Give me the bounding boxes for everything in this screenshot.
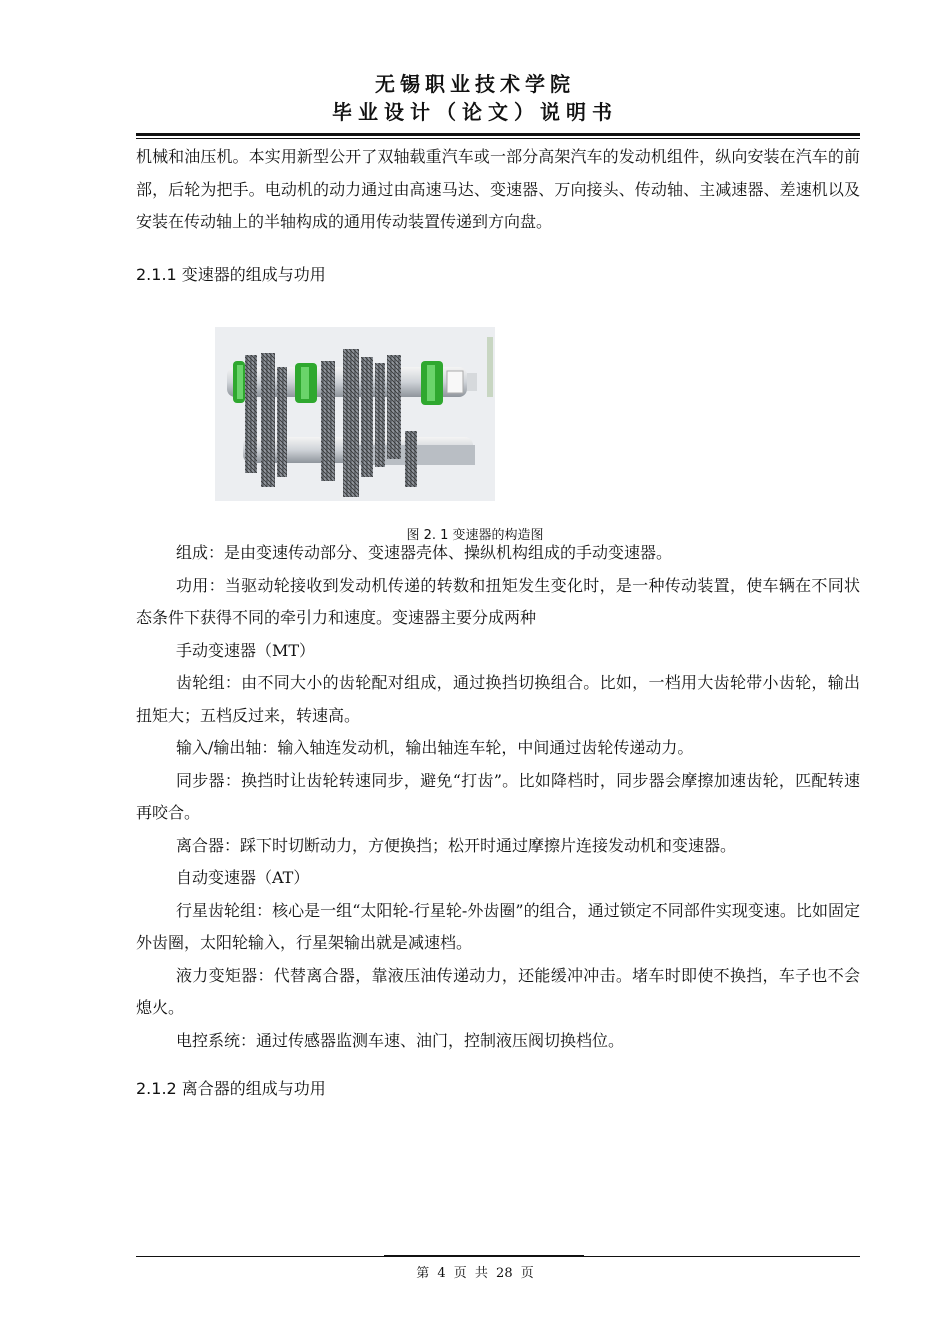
paragraph: 输入/输出轴：输入轴连发动机，输出轴连车轮，中间通过齿轮传递动力。 (176, 738, 694, 757)
intro-paragraph: 机械和油压机。本实用新型公开了双轴载重汽车或一部分高架汽车的发动机组件，纵向安装在汽车的前部，后轮为把手。电动机的动力通过由高速马达、变速器、万向接头、传动轴、主减速器、差速机以及安装在传动轴上的半轴构成的通用传动装置传递到方向盘。 (136, 147, 860, 231)
paragraph: 组成：是由变速传动部分、变速器壳体、操纵机构组成的手动变速器。 (176, 543, 673, 562)
document-type: 毕业设计（论文）说明书 (332, 100, 618, 124)
figure-caption: 图 2. 1 变速器的构造图 (406, 528, 544, 543)
page-number: 第 4 页 共 28 页 (416, 1266, 534, 1281)
gearbox-illustration (215, 327, 495, 501)
section-title-clutch: 2.1.2 离合器的组成与功用 (136, 1079, 326, 1098)
section-title-gearbox: 2.1.1 变速器的组成与功用 (136, 264, 326, 284)
paragraph: 齿轮组：由不同大小的齿轮配对组成，通过换挡切换组合。比如，一档用大齿轮带小齿轮，输出扭矩大；五档反过来，转速高。 (136, 673, 860, 725)
school-name: 无锡职业技术学院 (375, 72, 575, 96)
paragraph: 功用：当驱动轮接收到发动机传递的转数和扭矩发生变化时，是一种传动装置，使车辆在不同状态条件下获得不同的牵引力和速度。变速器主要分成两种 (136, 575, 860, 627)
footer-rule-accent (384, 1255, 584, 1257)
header-rule-thick (136, 133, 860, 136)
paragraph: 液力变矩器：代替离合器，靠液压油传递动力，还能缓冲冲击。堵车时即使不换挡，车子也不会熄火。 (136, 965, 860, 1017)
paragraph: 手动变速器（MT） (176, 640, 316, 660)
paragraph: 行星齿轮组：核心是一组“太阳轮-行星轮-外齿圈”的组合，通过锁定不同部件实现变速。比如固定外齿圈，太阳轮输入，行星架输出就是减速档。 (136, 900, 860, 952)
paragraph: 离合器：踩下时切断动力，方便换挡；松开时通过摩擦片连接发动机和变速器。 (176, 835, 737, 855)
paragraph: 自动变速器（AT） (176, 868, 310, 887)
paragraph: 同步器：换挡时让齿轮转速同步，避免“打齿”。比如降档时，同步器会摩擦加速齿轮，匹配转速再咬合。 (136, 770, 860, 822)
paragraph: 电控系统：通过传感器监测车速、油门，控制液压阀切换档位。 (176, 1030, 625, 1050)
header-rule-thin (136, 138, 860, 139)
page-content (136, 141, 860, 285)
gearbox-figure (215, 327, 495, 501)
section-1-body (136, 537, 860, 1099)
